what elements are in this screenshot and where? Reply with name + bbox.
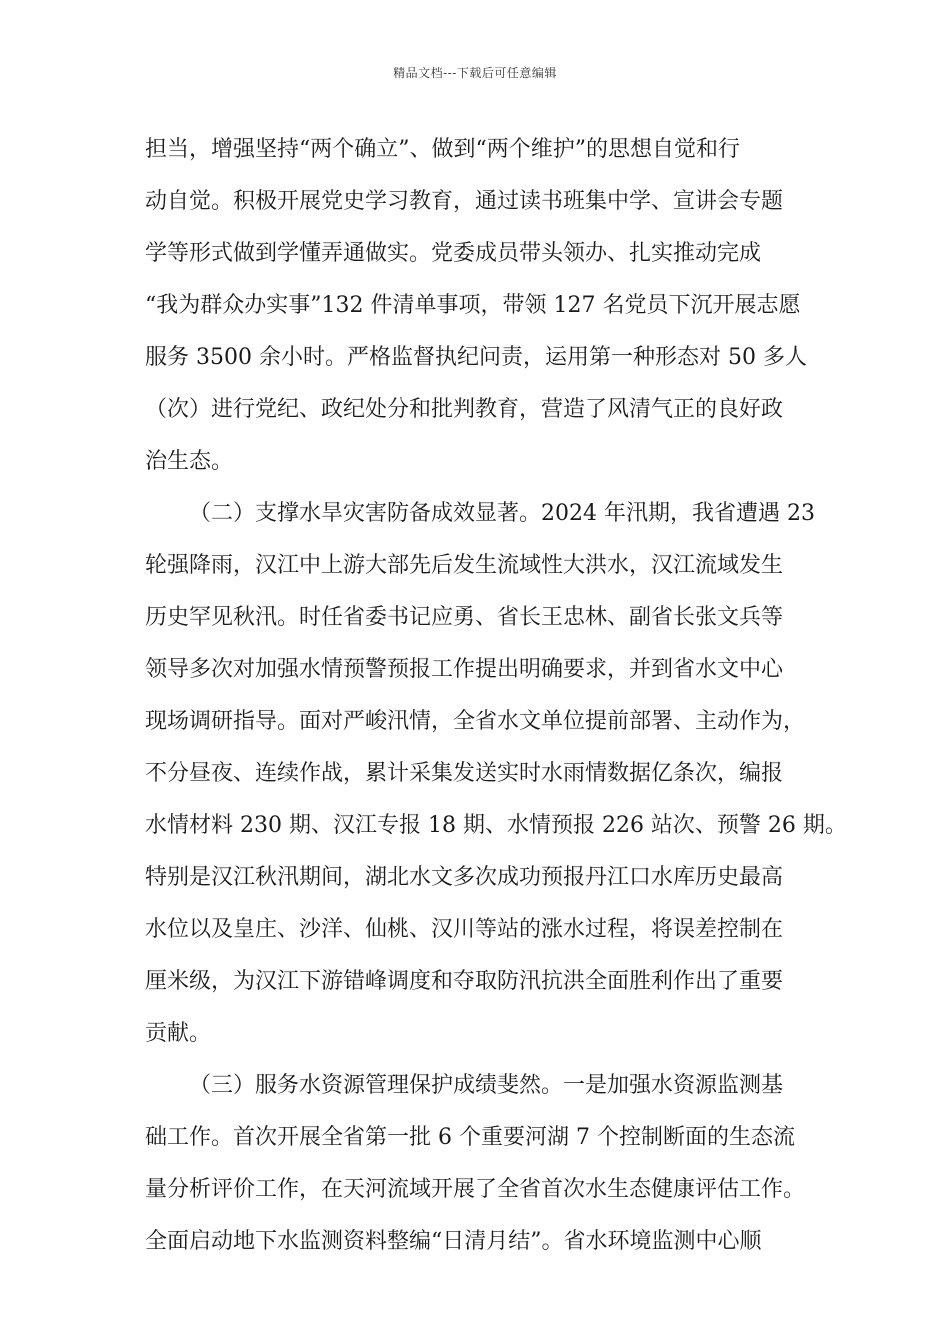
text-line: 贡献。 (145, 1021, 212, 1046)
text-line: 水情材料 230 期、汉江专报 18 期、水情预报 226 站次、预警 26 期。 (145, 813, 847, 838)
text-line: 治生态。 (145, 449, 234, 474)
text-line: 量分析评价工作，在天河流域开展了全省首次水生态健康评估工作。 (145, 1177, 806, 1202)
text-line: 特别是汉江秋汛期间，湖北水文多次成功预报丹江口水库历史最高 (145, 865, 784, 890)
text-line: 础工作。首次开展全省第一批 6 个重要河湖 7 个控制断面的生态流 (145, 1125, 795, 1150)
text-line: 水位以及皇庄、沙洋、仙桃、汉川等站的涨水过程，将误差控制在 (145, 917, 784, 942)
text-line: 全面启动地下水监测资料整编“日清月结”。省水环境监测中心顺 (145, 1229, 762, 1254)
text-line: 不分昼夜、连续作战，累计采集发送实时水雨情数据亿条次，编报 (145, 761, 784, 786)
document-body (145, 124, 847, 1268)
page-header: 精品文档---下载后可任意编辑 (393, 66, 557, 80)
text-line: 轮强降雨，汉江中上游大部先后发生流域性大洪水，汉江流域发生 (145, 553, 784, 578)
text-line: “我为群众办实事”132 件清单事项，带领 127 名党员下沉开展志愿 (145, 293, 801, 318)
text-line: 动自觉。积极开展党史学习教育，通过读书班集中学、宣讲会专题 (145, 189, 784, 214)
text-line: 厘米级，为汉江下游错峰调度和夺取防汛抗洪全面胜利作出了重要 (145, 969, 784, 994)
text-line: 服务 3500 余小时。严格监督执纪问责，运用第一种形态对 50 多人 (145, 345, 807, 370)
text-line: 学等形式做到学懂弄通做实。党委成员带头领办、扎实推动完成 (145, 241, 762, 266)
text-line: 担当，增强坚持“两个确立”、做到“两个维护”的思想自觉和行 (145, 137, 740, 162)
paragraph-start-line: （二）支撑水旱灾害防备成效显著。2024 年汛期，我省遭遇 23 (189, 501, 815, 526)
text-line: （次）进行党纪、政纪处分和批判教育，营造了风清气正的良好政 (145, 397, 784, 422)
text-line: 历史罕见秋汛。时任省委书记应勇、省长王忠林、副省长张文兵等 (145, 605, 784, 630)
text-line: 现场调研指导。面对严峻汛情，全省水文单位提前部署、主动作为， (145, 709, 806, 734)
paragraph-start-line: （三）服务水资源管理保护成绩斐然。一是加强水资源监测基 (189, 1073, 784, 1098)
text-line: 领导多次对加强水情预警预报工作提出明确要求，并到省水文中心 (145, 657, 784, 682)
